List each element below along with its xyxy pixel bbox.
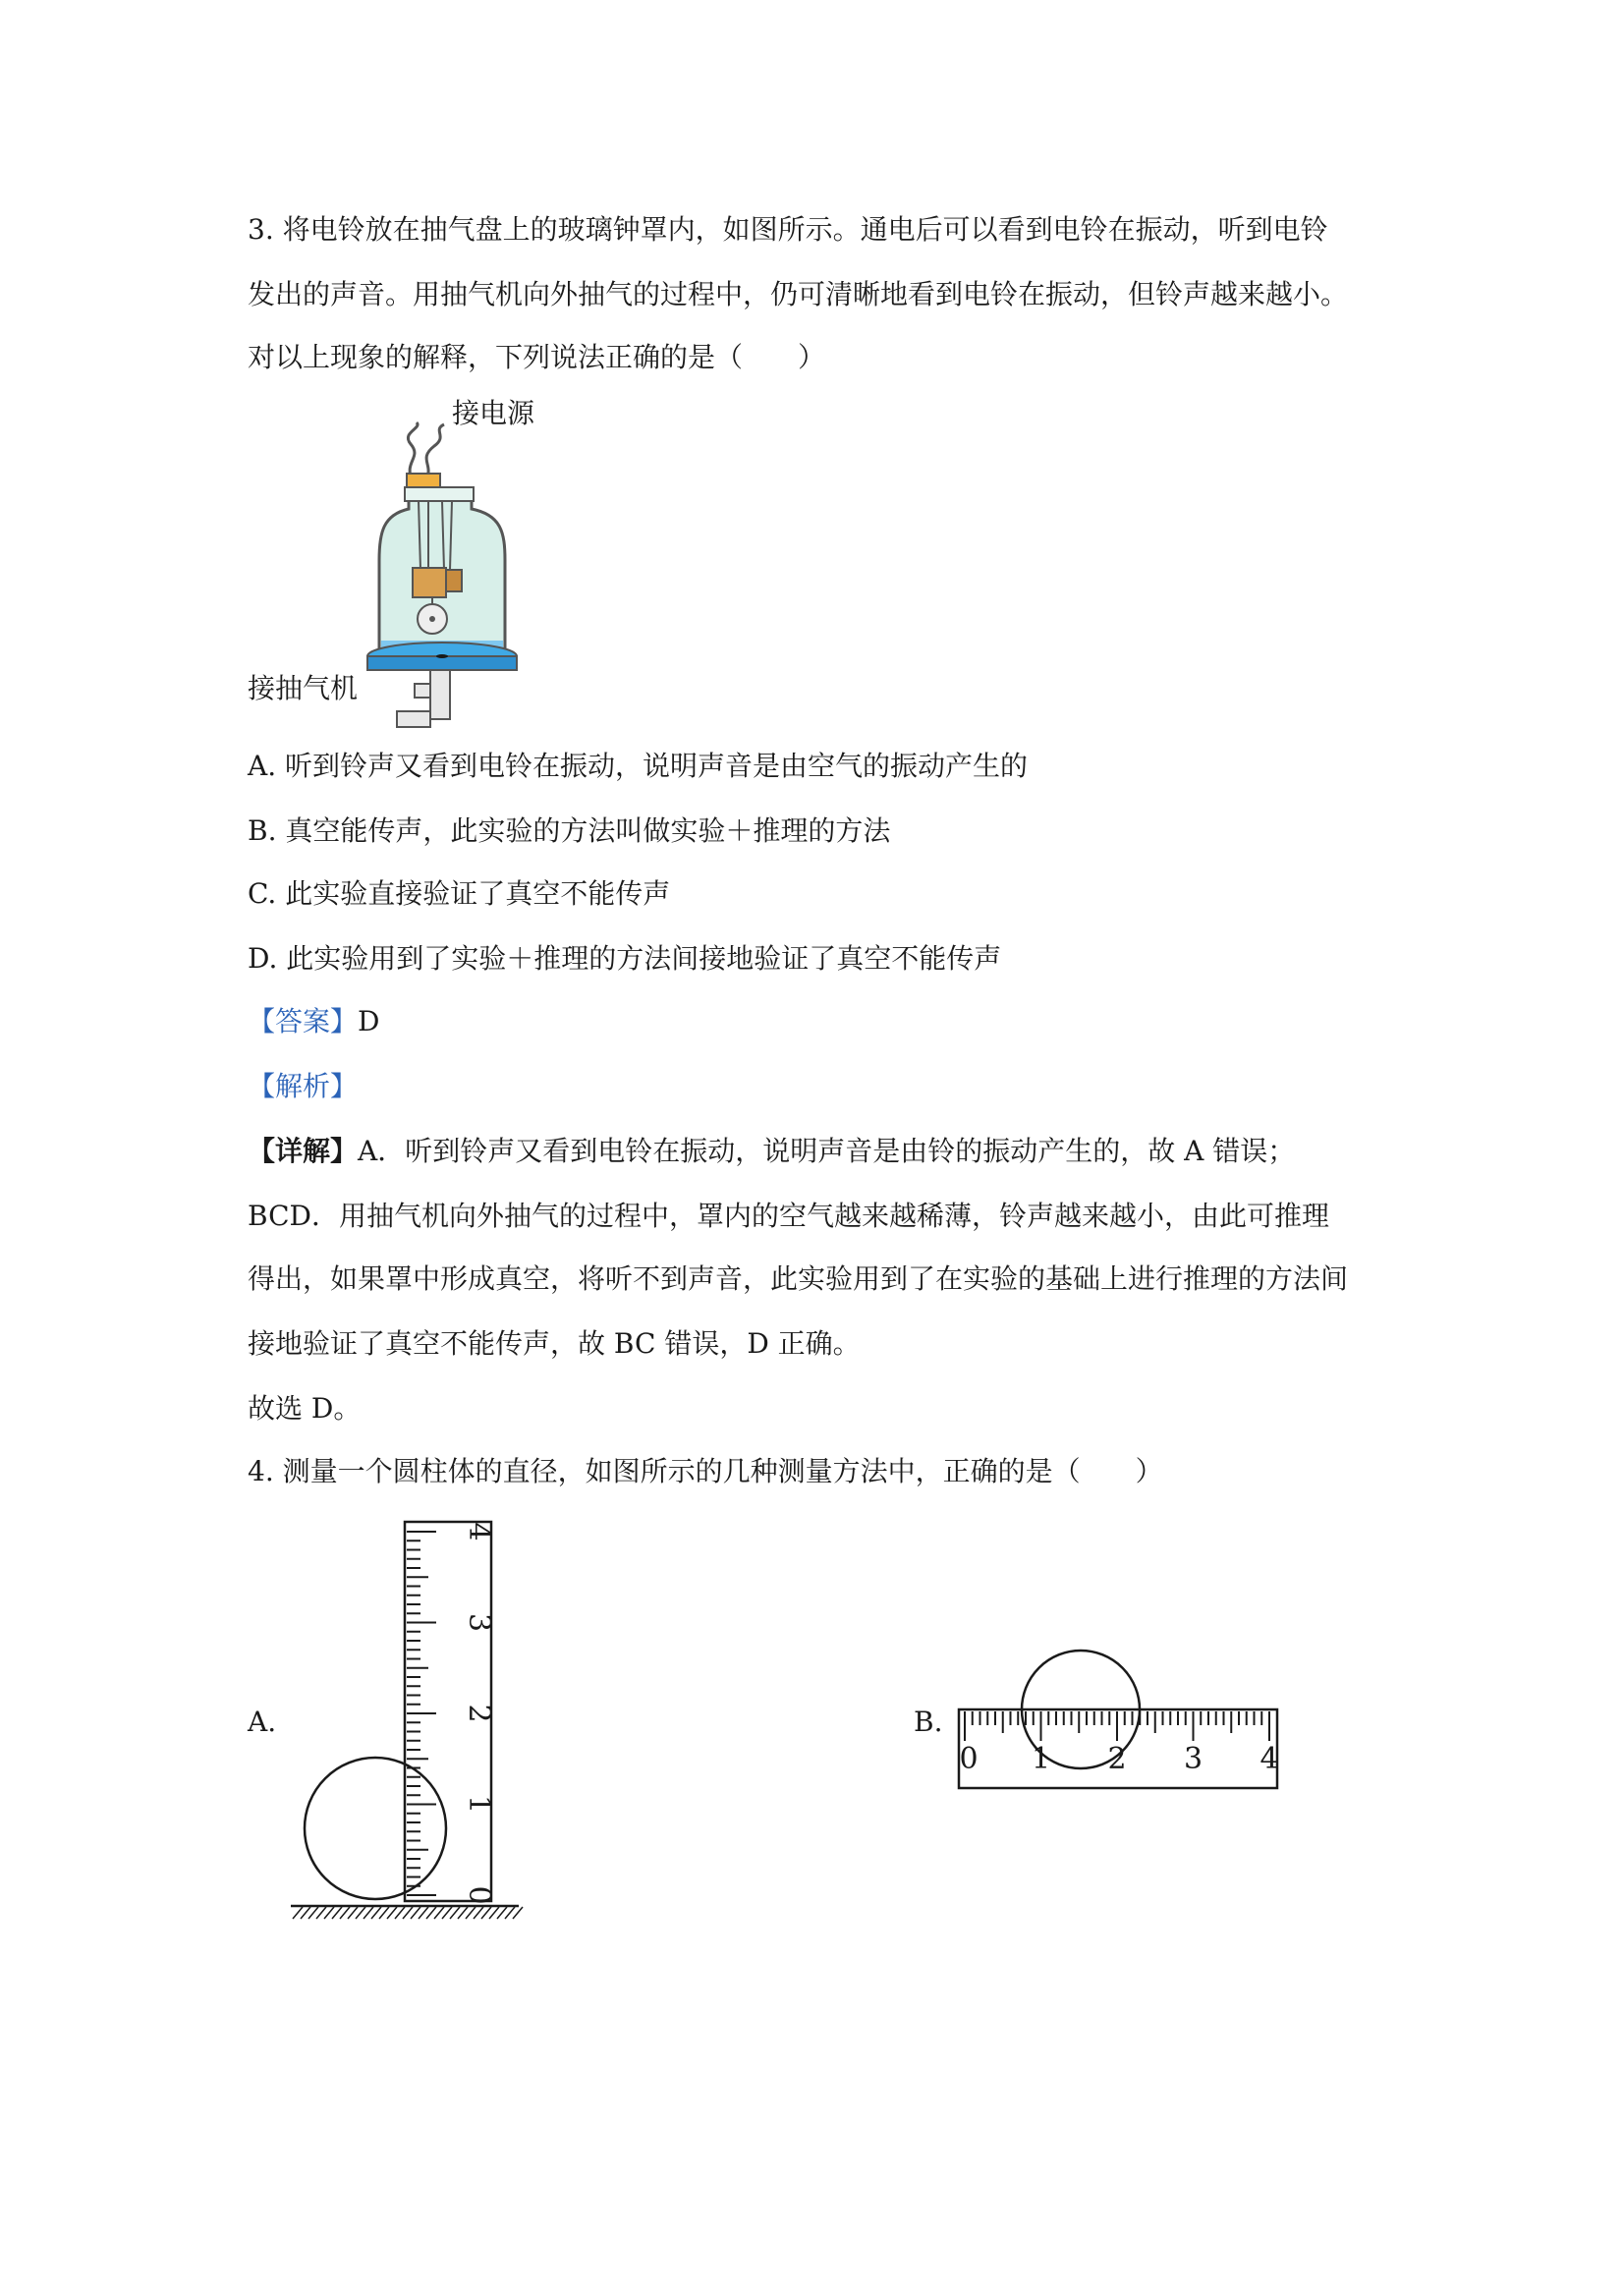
detail-line-1 [248,1132,1295,1171]
hatch-line [395,1907,405,1919]
hatch-line [466,1907,476,1919]
ruler-a-tick-label: 4 [462,1522,496,1541]
power-source-label: 接电源 [452,397,535,429]
hatch-line [411,1907,420,1919]
q3-stem-line-1: 3. 将电铃放在抽气盘上的玻璃钟罩内，如图所示。通电后可以看到电铃在振动，听到电铃 [248,213,1328,246]
q3-option-d: D. 此实验用到了实验＋推理的方法间接地验证了真空不能传声 [248,942,1002,975]
q4-option-b-label: B. [914,1706,943,1738]
hatch-line [403,1907,413,1919]
ruler-a-tick-label: 0 [462,1885,496,1905]
vacuum-pump-label: 接抽气机 [248,672,359,704]
ruler-a-tick-label: 3 [462,1612,496,1633]
analysis-tag: 【解析】 [248,1070,359,1102]
hatch-line [450,1907,460,1919]
hatch-line [308,1907,318,1919]
hatch-line [293,1907,303,1919]
hatch-line [489,1907,499,1919]
hatch-line [426,1907,436,1919]
hatch-line [497,1907,507,1919]
hatch-line [364,1907,373,1919]
hatch-line [348,1907,358,1919]
ruler-figure-a [285,1518,531,1931]
detail-line-4: 接地验证了真空不能传声，故 BC 错误，D 正确。 [248,1327,861,1360]
hatch-line [458,1907,468,1919]
hatch-line [340,1907,350,1919]
hatch-line [481,1907,491,1919]
detail-line-3: 得出，如果罩中形成真空，将听不到声音，此实验用到了在实验的基础上进行推理的方法间 [248,1262,1349,1295]
ruler-b-tick-label: 4 [1259,1742,1279,1776]
answer-line [248,1002,379,1041]
detail-line-5: 故选 D。 [248,1392,362,1425]
hatch-line [387,1907,397,1919]
pump-pipe [430,670,450,719]
hatch-line [332,1907,342,1919]
hatch-line [474,1907,483,1919]
hatch-line [356,1907,365,1919]
q3-stem-line-3: 对以上现象的解释，下列说法正确的是（ ） [248,341,826,373]
ruler-a-tick-label: 2 [462,1704,496,1723]
ruler-a-ticks [407,1532,436,1895]
q3-option-b: B. 真空能传声，此实验的方法叫做实验＋推理的方法 [248,814,891,847]
ruler-a-tick-label: 1 [462,1794,496,1815]
ruler-b-tick-label: 2 [1107,1742,1127,1776]
hatch-line [505,1907,515,1919]
ruler-b-labels [959,1742,1278,1776]
electric-bell-box [413,568,446,597]
ground-hatching [293,1907,523,1919]
q3-stem-line-2: 发出的声音。用抽气机向外抽气的过程中，仍可清晰地看到电铃在振动，但铃声越来越小。 [248,278,1349,310]
hatch-line [434,1907,444,1919]
q4-stem: 4. 测量一个圆柱体的直径，如图所示的几种测量方法中，正确的是（ ） [248,1455,1163,1487]
ruler-b-ticks [965,1711,1269,1741]
bell-jar-figure [354,422,531,737]
cylinder-circle-a [305,1758,446,1899]
hatch-line [379,1907,389,1919]
q4-option-a-label: A. [248,1706,277,1738]
hatch-line [513,1907,523,1919]
hatch-line [301,1907,310,1919]
ruler-b-tick-label: 0 [959,1742,979,1776]
q3-option-c: C. 此实验直接验证了真空不能传声 [248,877,671,910]
hatch-line [442,1907,452,1919]
answer-value: D [358,1005,380,1037]
hatch-line [371,1907,381,1919]
ruler-b-tick-label: 3 [1183,1742,1203,1776]
ruler-b-tick-label: 1 [1031,1742,1051,1776]
detail-text-1: A．听到铃声又看到电铃在振动，说明声音是由铃的振动产生的，故 A 错误； [358,1135,1296,1167]
detail-tag: 【详解】 [248,1135,359,1167]
hatch-line [419,1907,428,1919]
q3-option-a: A. 听到铃声又看到电铃在振动，说明声音是由空气的振动产生的 [248,750,1029,782]
hatch-line [316,1907,326,1919]
answer-tag: 【答案】 [248,1005,359,1037]
hatch-line [324,1907,334,1919]
ruler-figure-b [953,1647,1287,1794]
detail-line-2: BCD．用抽气机向外抽气的过程中，罩内的空气越来越稀薄，铃声越来越小，由此可推理 [248,1200,1329,1232]
